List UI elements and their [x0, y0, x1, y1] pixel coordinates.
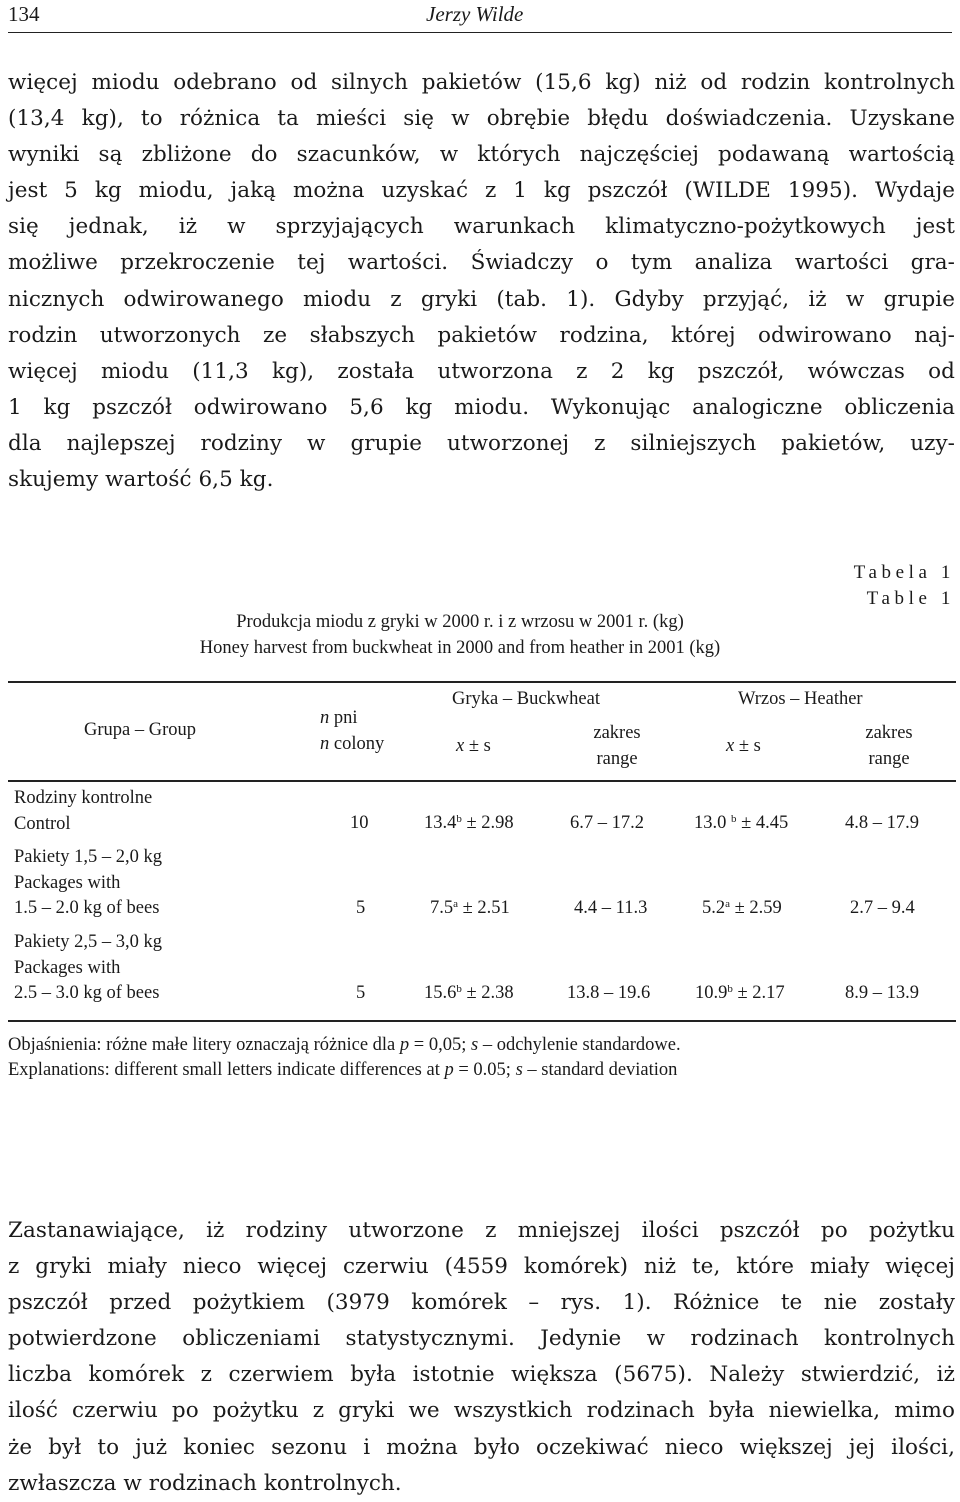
text-line: Zastanawiające, iż rodziny utworzone z mniejszej ilości pszczół po pożytku — [8, 1218, 955, 1243]
text-line: skujemy wartość 6,5 kg. — [8, 467, 274, 493]
running-title: Jerzy Wilde — [426, 2, 524, 26]
table-row-group: Pakiety 1,5 – 2,0 kg Packages with 1.5 – 2.0 kg of bees — [14, 847, 162, 918]
table-cell-heat-mean: 5.2$^a$ ± 2.59 — [702, 898, 782, 918]
table-cell-buck-range: 6.7 – 17.2 — [570, 813, 644, 833]
table-cell-buck-mean: 7.5$^a$ ± 2.51 — [430, 898, 510, 918]
text-line: możliwe przekroczenie tej wartości. Świadczy o tym analiza wartości gra- — [8, 250, 955, 276]
text-line: rodzin utworzonych ze słabszych pakietów rodzina, której odwirowano naj- — [8, 322, 955, 348]
table-cell-heat-range: 4.8 – 17.9 — [845, 813, 919, 833]
text-line: dla najlepszej rodziny w grupie utworzonej z silniejszych pakietów, uzy- — [8, 430, 955, 456]
running-header — [8, 0, 952, 33]
table-label-en: Table 1 — [866, 588, 955, 609]
table-row-group: Pakiety 2,5 – 3,0 kg Packages with 2.5 – 3.0 kg of bees — [14, 932, 162, 1003]
table-cell-buck-range: 4.4 – 11.3 — [574, 898, 648, 918]
table-label-pl: Tabela 1 — [853, 562, 955, 583]
table-cell-buck-mean: 15.6$^b$ ± 2.38 — [424, 983, 514, 1003]
text-line: że był to już koniec sezonu i można było oczekiwać nieco większej jej ilości, — [8, 1434, 955, 1460]
header-n-en: n colony — [320, 734, 385, 754]
table-cell-n: 10 — [350, 813, 369, 833]
table-cell-buck-mean: 13.4$^b$ ± 2.98 — [424, 813, 514, 833]
table-cell-heat-mean: 10.9$^b$ ± 2.17 — [695, 983, 785, 1003]
header-buck-range: zakres range — [593, 723, 641, 769]
table-cell-n: 5 — [356, 898, 366, 918]
header-group: Grupa – Group — [84, 720, 197, 740]
text-line: jest 5 kg miodu, jaką można uzyskać z 1 kg pszczół (WILDE 1995). Wydaje — [8, 178, 955, 204]
header-heat-mean: x ± s — [726, 736, 761, 756]
header-heather: Wrzos – Heather — [738, 689, 863, 709]
page-number: 134 — [8, 2, 40, 26]
paragraph-2 — [8, 1213, 955, 1502]
table-row-group: Rodziny kontrolne Control — [14, 788, 153, 834]
table-bottom-rule — [8, 1020, 956, 1022]
table-cell-heat-mean: 13.0 $^b$ ± 4.45 — [694, 813, 789, 833]
text-line: ilość czerwiu po pożytku z gryki we wszystkich rodzinach była niewielka, mimo — [8, 1398, 955, 1424]
header-heat-range: zakres range — [865, 723, 913, 769]
table-caption-en: Honey harvest from buckwheat in 2000 and from heather in 2001 (kg) — [199, 638, 721, 658]
table-cell-heat-range: 2.7 – 9.4 — [850, 898, 915, 918]
text-line: potwierdzone obliczeniami statystycznymi. Jedynie w rodzinach kontrolnych — [8, 1326, 955, 1352]
text-line: z gryki miały nieco więcej czerwiu (4559 komórek) niż te, które miały więcej — [8, 1254, 955, 1280]
text-line: nicznych odwirowanego miodu z gryki (tab. 1). Gdyby przyjąć, iż w grupie — [8, 286, 955, 312]
text-line: 1 kg pszczół odwirowano 5,6 kg miodu. Wykonując analogiczne obliczenia — [8, 394, 955, 420]
text-line: więcej miodu (11,3 kg), została utworzona z 2 kg pszczół, wówczas od — [8, 358, 955, 384]
header-n-pl: n pni — [320, 708, 358, 728]
text-line: liczba komórek z czerwiem była istotnie większa (5675). Należy stwierdzić, iż — [8, 1362, 955, 1388]
table-top-rule — [8, 681, 956, 683]
text-line: pszczół przed pożytkiem (3979 komórek – rys. 1). Różnice te nie zostały — [8, 1290, 955, 1316]
text-line: więcej miodu odebrano od silnych pakietów (15,6 kg) niż od rodzin kontrolnych — [8, 70, 955, 95]
text-line: się jednak, iż w sprzyjających warunkach klimatyczno-pożytkowych jest — [8, 214, 955, 240]
paragraph-1 — [8, 65, 955, 498]
header-buck-mean: x ± s — [456, 736, 491, 756]
table-cell-n: 5 — [356, 983, 366, 1003]
table-cell-heat-range: 8.9 – 13.9 — [845, 983, 919, 1003]
header-buckwheat: Gryka – Buckwheat — [452, 689, 600, 709]
text-line: zwłaszcza w rodzinach kontrolnych. — [8, 1470, 402, 1496]
table-header-rule — [8, 780, 956, 782]
text-line: (13,4 kg), to różnica ta mieści się w obrębie błędu doświadczenia. Uzyskane — [8, 106, 955, 132]
table-note-en: Explanations: different small letters indicate differences at p = 0.05; s – standard deviation — [8, 1060, 678, 1080]
table-cell-buck-range: 13.8 – 19.6 — [567, 983, 651, 1003]
table-note-pl: Objaśnienia: różne małe litery oznaczają różnice dla p = 0,05; s – odchylenie standardowe. — [8, 1035, 681, 1055]
text-line: wyniki są zbliżone do szacunków, w których najczęściej podawaną wartością — [8, 142, 955, 168]
table-caption-pl: Produkcja miodu z gryki w 2000 r. i z wrzosu w 2001 r. (kg) — [236, 612, 684, 632]
